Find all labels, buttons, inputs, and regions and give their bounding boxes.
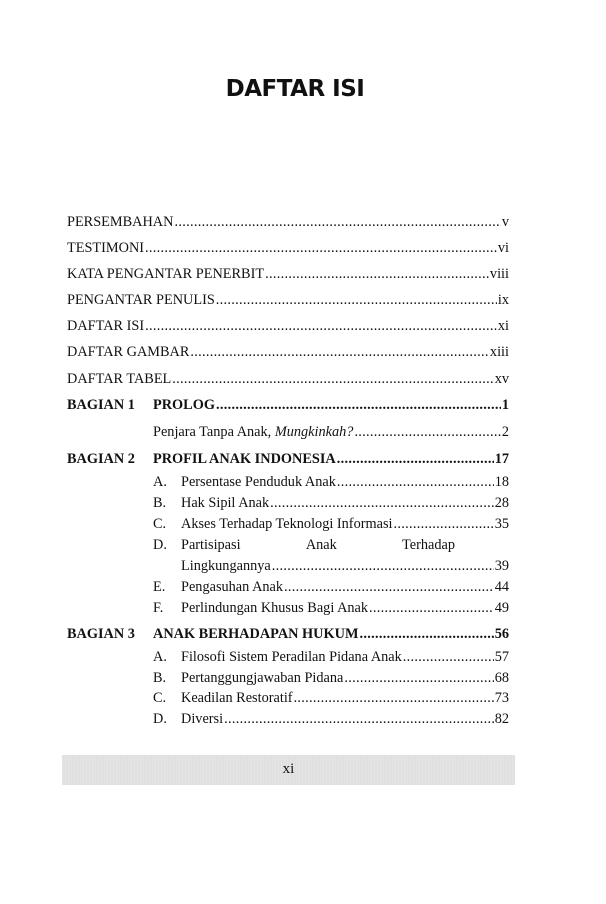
toc-section-label: Pengasuhan Anak (181, 579, 284, 595)
dot-leader (174, 213, 500, 231)
dot-leader (145, 317, 497, 335)
toc-entry-testimoni[interactable] (67, 239, 509, 257)
toc-section-label: Diversi (181, 711, 224, 727)
toc-section-partisipasi-line1[interactable] (181, 536, 455, 554)
toc-section-diversi[interactable] (181, 710, 509, 728)
dot-leader (369, 599, 494, 617)
section-label-italic: Mungkinkah? (271, 424, 354, 440)
part-label-bagian-1: BAGIAN 1 (67, 397, 135, 413)
section-letter: E. (153, 579, 166, 595)
section-word: Partisipasi (181, 537, 241, 553)
section-letter: D. (153, 537, 167, 553)
section-letter: D. (153, 711, 167, 727)
toc-section-page: 44 (494, 579, 509, 595)
toc-section-label (153, 423, 353, 441)
toc-section-filosofi-sistem-peradilan[interactable] (181, 648, 509, 666)
section-letter: B. (153, 495, 167, 511)
section-letter: C. (153, 516, 167, 532)
dot-leader (216, 291, 497, 309)
toc-section-label: Hak Sipil Anak (181, 495, 270, 511)
page-footer-bar (62, 755, 515, 785)
section-letter: F. (153, 600, 164, 616)
toc-entry-page: vi (497, 240, 509, 256)
toc-section-page: 39 (494, 558, 509, 574)
toc-chapter-title: PROLOG (153, 397, 215, 413)
toc-chapter-title: PROFIL ANAK INDONESIA (153, 451, 336, 467)
section-letter: A. (153, 474, 167, 490)
toc-section-label: Persentase Penduduk Anak (181, 474, 336, 490)
toc-entry-pengantar-penulis[interactable] (67, 291, 509, 309)
toc-entry-label: KATA PENGANTAR PENERBIT (67, 266, 265, 282)
dot-leader (344, 669, 493, 687)
toc-chapter-title: ANAK BERHADAPAN HUKUM (153, 626, 359, 642)
toc-section-persentase-penduduk-anak[interactable] (181, 473, 509, 491)
toc-chapter-page: 56 (494, 626, 509, 642)
page-title: DAFTAR ISI (225, 76, 365, 102)
toc-section-keadilan-restoratif[interactable] (181, 689, 509, 707)
toc-section-hak-sipil-anak[interactable] (181, 494, 509, 512)
dot-leader (265, 265, 489, 283)
toc-chapter-page: 17 (494, 451, 509, 467)
toc-chapter-page: 1 (501, 397, 509, 413)
dot-leader (354, 423, 500, 441)
dot-leader (190, 343, 489, 361)
toc-section-page: 82 (494, 711, 509, 727)
dot-leader (337, 473, 494, 491)
toc-section-page: 57 (494, 649, 509, 665)
dot-leader (145, 239, 497, 257)
section-letter: A. (153, 649, 167, 665)
dot-leader (359, 625, 493, 643)
toc-entry-label: DAFTAR GAMBAR (67, 344, 190, 360)
section-letter: C. (153, 690, 167, 706)
toc-entry-label: DAFTAR ISI (67, 318, 145, 334)
section-word: Terhadap (402, 537, 455, 553)
footer-page-number: xi (282, 761, 295, 777)
toc-entry-daftar-tabel[interactable] (67, 370, 509, 388)
toc-entry-daftar-gambar[interactable] (67, 343, 509, 361)
dot-leader (224, 710, 494, 728)
dot-leader (272, 557, 494, 575)
toc-entry-page: xi (497, 318, 509, 334)
dot-leader (216, 396, 501, 414)
toc-entry-label: DAFTAR TABEL (67, 371, 172, 387)
toc-section-label: Keadilan Restoratif (181, 690, 293, 706)
toc-section-label: Perlindungan Khusus Bagi Anak (181, 600, 369, 616)
toc-section-page: 2 (501, 424, 509, 440)
dot-leader (284, 578, 494, 596)
toc-section-label: Lingkungannya (181, 558, 271, 574)
toc-section-penjara-tanpa-anak[interactable] (153, 423, 509, 441)
dot-leader (337, 450, 494, 468)
toc-section-page: 35 (494, 516, 509, 532)
dot-leader (403, 648, 494, 666)
toc-section-page: 68 (494, 670, 509, 686)
part-label-bagian-3: BAGIAN 3 (67, 626, 135, 642)
toc-section-pertanggungjawaban-pidana[interactable] (181, 669, 509, 687)
dot-leader (294, 689, 494, 707)
toc-section-page: 73 (494, 690, 509, 706)
section-letter: B. (153, 670, 167, 686)
toc-entry-label: TESTIMONI (67, 240, 145, 256)
section-label-plain: Penjara Tanpa Anak, (153, 424, 272, 440)
section-word: Anak (305, 537, 337, 553)
part-label-bagian-2: BAGIAN 2 (67, 451, 135, 467)
toc-section-label: Pertanggungjawaban Pidana (181, 670, 344, 686)
toc-section-page: 28 (494, 495, 509, 511)
toc-section-perlindungan-khusus[interactable] (181, 599, 509, 617)
toc-chapter-prolog[interactable] (153, 396, 509, 414)
toc-section-pengasuhan-anak[interactable] (181, 578, 509, 596)
toc-section-page: 18 (494, 474, 509, 490)
toc-entry-label: PERSEMBAHAN (67, 214, 174, 230)
toc-entry-daftar-isi[interactable] (67, 317, 509, 335)
toc-section-akses-teknologi-informasi[interactable] (181, 515, 509, 533)
toc-entry-page: xv (494, 371, 509, 387)
toc-section-label: Akses Terhadap Teknologi Informasi (181, 516, 393, 532)
toc-entry-page: viii (489, 266, 509, 282)
dot-leader (172, 370, 493, 388)
toc-entry-page: ix (497, 292, 509, 308)
dot-leader (393, 515, 493, 533)
toc-entry-persembahan[interactable] (67, 213, 509, 231)
toc-chapter-profil-anak-indonesia[interactable] (153, 450, 509, 468)
toc-entry-label: PENGANTAR PENULIS (67, 292, 215, 308)
toc-entry-kata-pengantar-penerbit[interactable] (67, 265, 509, 283)
toc-section-partisipasi-line2[interactable] (181, 557, 509, 575)
toc-entry-page: v (501, 214, 509, 230)
toc-section-label: Filosofi Sistem Peradilan Pidana Anak (181, 649, 402, 665)
toc-chapter-anak-berhadapan-hukum[interactable] (153, 625, 509, 643)
toc-entry-page: xiii (489, 344, 509, 360)
dot-leader (270, 494, 494, 512)
toc-section-page: 49 (494, 600, 509, 616)
